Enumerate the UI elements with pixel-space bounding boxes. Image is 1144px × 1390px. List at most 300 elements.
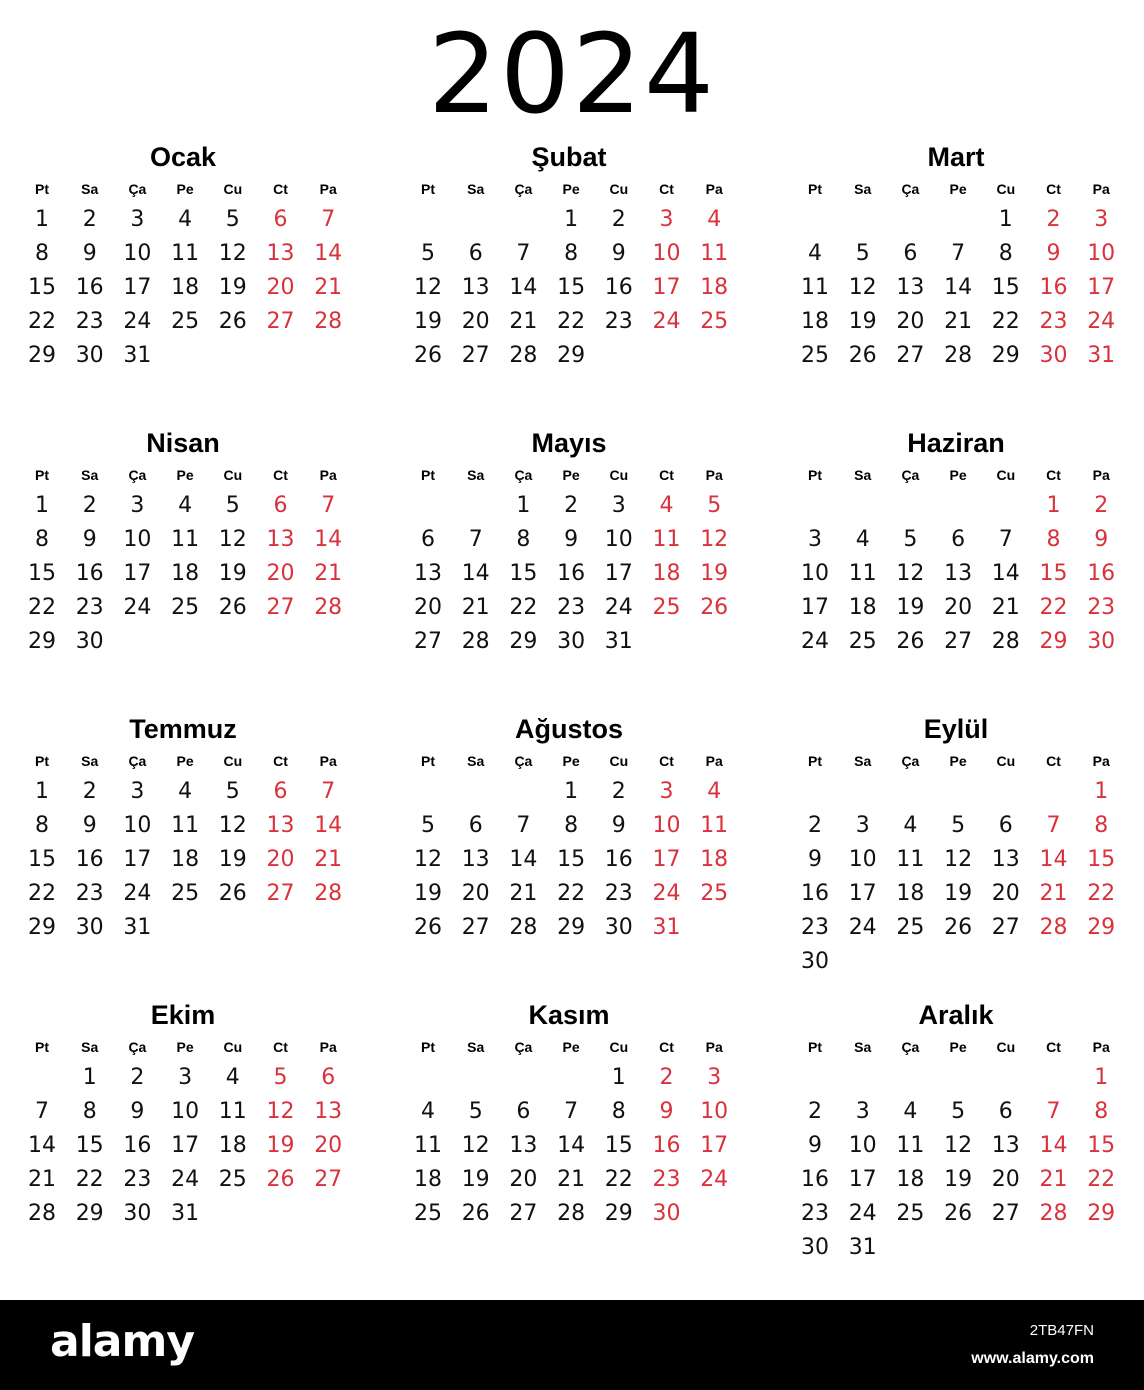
day-cell: 2: [82, 207, 97, 232]
day-cell: 26: [896, 629, 925, 654]
day-cell: 5: [225, 207, 240, 232]
day-cell: 27: [266, 595, 295, 620]
day-cell: 12: [218, 241, 247, 266]
day-cell: 27: [461, 915, 490, 940]
day-cell: 25: [700, 309, 729, 334]
weekday-header: Ça: [901, 753, 920, 769]
day-cell: 16: [75, 275, 104, 300]
day-cell: 11: [848, 561, 877, 586]
day-cell: 26: [414, 915, 442, 940]
day-cell: 3: [707, 1065, 722, 1090]
day-cell: 17: [848, 881, 877, 906]
day-cell: 1: [611, 1065, 626, 1090]
weekday-header: Pa: [319, 1039, 337, 1055]
day-cell: 1: [82, 1065, 97, 1090]
day-cell: 16: [1087, 561, 1116, 586]
day-cell: 24: [123, 881, 152, 906]
day-cell: 13: [991, 847, 1020, 872]
month-name: Eylül: [923, 714, 989, 744]
day-cell: 1: [35, 207, 49, 232]
day-cell: 18: [652, 561, 681, 586]
month-name: Mayıs: [531, 428, 607, 458]
day-cell: 13: [266, 527, 295, 552]
day-cell: 24: [1087, 309, 1116, 334]
day-cell: 25: [896, 1201, 925, 1226]
day-cell: 7: [516, 813, 531, 838]
day-cell: 31: [171, 1201, 200, 1226]
day-cell: 3: [855, 1099, 870, 1124]
day-cell: 28: [461, 629, 490, 654]
day-cell: 30: [557, 629, 586, 654]
day-cell: 20: [509, 1167, 538, 1192]
day-cell: 4: [659, 493, 674, 518]
day-cell: 14: [509, 275, 538, 300]
day-cell: 20: [266, 847, 295, 872]
weekday-header: Pa: [705, 753, 723, 769]
day-cell: 25: [896, 915, 925, 940]
weekday-header: Cu: [609, 1039, 629, 1055]
day-cell: 11: [896, 1133, 925, 1158]
day-cell: 22: [28, 595, 56, 620]
day-cell: 6: [421, 527, 435, 552]
day-cell: 22: [1039, 595, 1068, 620]
day-cell: 7: [951, 241, 966, 266]
day-cell: 18: [801, 309, 829, 334]
day-cell: 24: [652, 309, 681, 334]
day-cell: 16: [604, 847, 633, 872]
day-cell: 18: [896, 881, 925, 906]
day-cell: 11: [414, 1133, 442, 1158]
day-cell: 3: [808, 527, 822, 552]
weekday-header: Ct: [273, 467, 288, 483]
day-cell: 18: [171, 561, 200, 586]
day-cell: 5: [468, 1099, 483, 1124]
day-cell: 19: [218, 561, 247, 586]
day-cell: 5: [855, 241, 870, 266]
weekday-header: Pt: [808, 753, 822, 769]
month-name: Mart: [927, 142, 985, 172]
day-cell: 18: [171, 275, 200, 300]
day-cell: 13: [266, 813, 295, 838]
day-cell: 29: [1039, 629, 1068, 654]
day-cell: 9: [82, 813, 97, 838]
weekday-header: Sa: [854, 181, 872, 197]
weekday-header: Pt: [35, 1039, 49, 1055]
day-cell: 4: [808, 241, 822, 266]
weekday-header: Cu: [996, 467, 1016, 483]
weekday-header: Cu: [996, 1039, 1016, 1055]
day-cell: 10: [848, 1133, 877, 1158]
day-cell: 13: [896, 275, 925, 300]
day-cell: 27: [314, 1167, 343, 1192]
day-cell: 21: [991, 595, 1020, 620]
day-cell: 12: [848, 275, 877, 300]
day-cell: 13: [509, 1133, 538, 1158]
weekday-header: Ça: [514, 1039, 533, 1055]
day-cell: 25: [171, 881, 200, 906]
day-cell: 13: [944, 561, 973, 586]
day-cell: 21: [1039, 881, 1068, 906]
day-cell: 20: [461, 881, 490, 906]
weekday-header: Pt: [421, 467, 435, 483]
day-cell: 6: [273, 207, 288, 232]
day-cell: 12: [461, 1133, 490, 1158]
day-cell: 10: [604, 527, 633, 552]
weekday-header: Pe: [949, 467, 967, 483]
day-cell: 9: [130, 1099, 145, 1124]
day-cell: 11: [700, 241, 729, 266]
day-cell: 17: [123, 275, 152, 300]
weekday-header: Ct: [273, 181, 288, 197]
day-cell: 11: [896, 847, 925, 872]
day-cell: 2: [82, 779, 97, 804]
day-cell: 8: [998, 241, 1013, 266]
day-cell: 10: [652, 813, 681, 838]
weekday-header: Pe: [176, 181, 194, 197]
day-cell: 21: [509, 309, 538, 334]
day-cell: 9: [82, 527, 97, 552]
day-cell: 29: [1087, 1201, 1116, 1226]
month-name: Ağustos: [515, 714, 623, 744]
weekday-header: Ct: [659, 467, 674, 483]
day-cell: 21: [1039, 1167, 1068, 1192]
day-cell: 7: [516, 241, 531, 266]
day-cell: 8: [564, 241, 579, 266]
weekday-header: Pe: [949, 181, 967, 197]
day-cell: 19: [266, 1133, 295, 1158]
day-cell: 13: [314, 1099, 343, 1124]
day-cell: 22: [557, 881, 586, 906]
day-cell: 12: [218, 813, 247, 838]
day-cell: 26: [848, 343, 877, 368]
day-cell: 16: [75, 847, 104, 872]
day-cell: 1: [35, 779, 49, 804]
day-cell: 7: [564, 1099, 579, 1124]
day-cell: 31: [123, 343, 152, 368]
weekday-header: Pe: [562, 467, 580, 483]
day-cell: 9: [611, 241, 626, 266]
day-cell: 2: [564, 493, 579, 518]
day-cell: 24: [604, 595, 633, 620]
weekday-header: Pt: [35, 467, 49, 483]
stock-footer: [0, 1300, 1144, 1390]
day-cell: 12: [414, 275, 442, 300]
day-cell: 30: [75, 343, 104, 368]
day-cell: 19: [700, 561, 729, 586]
day-cell: 7: [998, 527, 1013, 552]
day-cell: 20: [266, 275, 295, 300]
day-cell: 23: [557, 595, 586, 620]
day-cell: 19: [896, 595, 925, 620]
day-cell: 19: [218, 847, 247, 872]
weekday-header: Sa: [467, 1039, 485, 1055]
day-cell: 3: [855, 813, 870, 838]
calendar-year: 2024: [428, 10, 716, 138]
day-cell: 5: [951, 1099, 966, 1124]
month-name: Şubat: [531, 142, 607, 172]
day-cell: 8: [35, 527, 49, 552]
weekday-header: Ça: [514, 753, 533, 769]
day-cell: 30: [604, 915, 633, 940]
day-cell: 23: [75, 309, 104, 334]
day-cell: 23: [652, 1167, 681, 1192]
day-cell: 21: [509, 881, 538, 906]
day-cell: 18: [896, 1167, 925, 1192]
weekday-header: Ct: [659, 1039, 674, 1055]
day-cell: 8: [564, 813, 579, 838]
day-cell: 3: [130, 207, 145, 232]
day-cell: 1: [516, 493, 531, 518]
day-cell: 30: [801, 949, 829, 974]
day-cell: 15: [28, 275, 56, 300]
day-cell: 20: [266, 561, 295, 586]
day-cell: 28: [944, 343, 973, 368]
day-cell: 6: [468, 241, 483, 266]
day-cell: 26: [944, 1201, 973, 1226]
day-cell: 19: [944, 1167, 973, 1192]
brand-logo: alamy: [50, 1316, 194, 1367]
weekday-header: Ça: [128, 467, 147, 483]
weekday-header: Cu: [609, 467, 629, 483]
weekday-header: Pe: [562, 181, 580, 197]
day-cell: 1: [564, 779, 579, 804]
weekday-header: Sa: [467, 181, 485, 197]
weekday-header: Pa: [319, 181, 337, 197]
day-cell: 20: [461, 309, 490, 334]
day-cell: 5: [421, 813, 435, 838]
day-cell: 5: [903, 527, 918, 552]
weekday-header: Cu: [609, 753, 629, 769]
day-cell: 15: [28, 561, 56, 586]
site-url: www.alamy.com: [971, 1350, 1094, 1367]
day-cell: 20: [414, 595, 442, 620]
day-cell: 8: [1094, 813, 1109, 838]
day-cell: 3: [178, 1065, 193, 1090]
day-cell: 11: [218, 1099, 247, 1124]
day-cell: 26: [266, 1167, 295, 1192]
day-cell: 27: [896, 343, 925, 368]
day-cell: 12: [218, 527, 247, 552]
day-cell: 18: [700, 847, 729, 872]
day-cell: 4: [707, 779, 722, 804]
day-cell: 30: [75, 915, 104, 940]
weekday-header: Sa: [854, 467, 872, 483]
day-cell: 16: [801, 1167, 829, 1192]
day-cell: 23: [75, 595, 104, 620]
weekday-header: Cu: [223, 753, 243, 769]
day-cell: 23: [801, 915, 829, 940]
day-cell: 25: [652, 595, 681, 620]
day-cell: 2: [611, 779, 626, 804]
day-cell: 21: [28, 1167, 56, 1192]
day-cell: 19: [848, 309, 877, 334]
day-cell: 4: [225, 1065, 240, 1090]
day-cell: 22: [557, 309, 586, 334]
day-cell: 26: [218, 881, 247, 906]
day-cell: 22: [28, 309, 56, 334]
day-cell: 9: [611, 813, 626, 838]
day-cell: 5: [421, 241, 435, 266]
day-cell: 17: [652, 847, 681, 872]
day-cell: 1: [1094, 779, 1109, 804]
day-cell: 22: [1087, 1167, 1116, 1192]
weekday-header: Pe: [176, 467, 194, 483]
day-cell: 30: [75, 629, 104, 654]
day-cell: 22: [1087, 881, 1116, 906]
day-cell: 4: [178, 493, 193, 518]
day-cell: 10: [652, 241, 681, 266]
day-cell: 8: [516, 527, 531, 552]
day-cell: 2: [1046, 207, 1061, 232]
weekday-header: Pe: [949, 1039, 967, 1055]
day-cell: 19: [461, 1167, 490, 1192]
day-cell: 17: [171, 1133, 200, 1158]
weekday-header: Ct: [659, 181, 674, 197]
day-cell: 4: [903, 813, 918, 838]
day-cell: 13: [414, 561, 442, 586]
day-cell: 23: [604, 881, 633, 906]
day-cell: 15: [557, 847, 586, 872]
day-cell: 22: [991, 309, 1020, 334]
day-cell: 7: [1046, 1099, 1061, 1124]
day-cell: 13: [266, 241, 295, 266]
weekday-header: Pe: [562, 1039, 580, 1055]
day-cell: 16: [75, 561, 104, 586]
day-cell: 24: [700, 1167, 729, 1192]
weekday-header: Sa: [81, 181, 99, 197]
day-cell: 29: [991, 343, 1020, 368]
day-cell: 14: [461, 561, 490, 586]
day-cell: 16: [801, 881, 829, 906]
day-cell: 1: [1046, 493, 1061, 518]
day-cell: 1: [35, 493, 49, 518]
day-cell: 31: [123, 915, 152, 940]
day-cell: 5: [273, 1065, 288, 1090]
month-name: Kasım: [528, 1000, 610, 1030]
day-cell: 28: [314, 309, 343, 334]
day-cell: 31: [1087, 343, 1116, 368]
day-cell: 15: [604, 1133, 633, 1158]
weekday-header: Cu: [223, 181, 243, 197]
day-cell: 12: [700, 527, 729, 552]
day-cell: 14: [509, 847, 538, 872]
day-cell: 7: [1046, 813, 1061, 838]
day-cell: 15: [1087, 847, 1116, 872]
day-cell: 28: [1039, 915, 1068, 940]
day-cell: 20: [991, 881, 1020, 906]
day-cell: 3: [1094, 207, 1109, 232]
day-cell: 22: [604, 1167, 633, 1192]
weekday-header: Ça: [901, 467, 920, 483]
day-cell: 3: [659, 779, 674, 804]
day-cell: 14: [991, 561, 1020, 586]
day-cell: 10: [848, 847, 877, 872]
day-cell: 29: [28, 343, 56, 368]
day-cell: 19: [414, 881, 442, 906]
day-cell: 30: [1039, 343, 1068, 368]
day-cell: 20: [314, 1133, 343, 1158]
weekday-header: Sa: [467, 467, 485, 483]
day-cell: 9: [564, 527, 579, 552]
month-name: Ocak: [149, 142, 217, 172]
day-cell: 6: [998, 1099, 1013, 1124]
day-cell: 19: [944, 881, 973, 906]
weekday-header: Ça: [901, 1039, 920, 1055]
day-cell: 29: [1087, 915, 1116, 940]
day-cell: 8: [1094, 1099, 1109, 1124]
day-cell: 4: [178, 779, 193, 804]
day-cell: 25: [848, 629, 877, 654]
day-cell: 2: [1094, 493, 1109, 518]
day-cell: 20: [991, 1167, 1020, 1192]
day-cell: 24: [123, 595, 152, 620]
day-cell: 23: [123, 1167, 152, 1192]
weekday-header: Cu: [609, 181, 629, 197]
day-cell: 14: [314, 813, 343, 838]
day-cell: 15: [557, 275, 586, 300]
day-cell: 8: [82, 1099, 97, 1124]
day-cell: 19: [414, 309, 442, 334]
day-cell: 29: [557, 343, 586, 368]
month-name: Aralık: [918, 1000, 994, 1030]
day-cell: 10: [123, 527, 152, 552]
month-name: Haziran: [907, 428, 1005, 458]
weekday-header: Ça: [128, 1039, 147, 1055]
day-cell: 24: [848, 1201, 877, 1226]
day-cell: 16: [557, 561, 586, 586]
day-cell: 23: [604, 309, 633, 334]
day-cell: 25: [218, 1167, 247, 1192]
weekday-header: Pt: [35, 753, 49, 769]
day-cell: 4: [855, 527, 870, 552]
day-cell: 10: [801, 561, 829, 586]
weekday-header: Pt: [421, 753, 435, 769]
day-cell: 25: [700, 881, 729, 906]
day-cell: 3: [130, 493, 145, 518]
weekday-header: Pt: [808, 1039, 822, 1055]
day-cell: 21: [944, 309, 973, 334]
day-cell: 22: [75, 1167, 104, 1192]
day-cell: 5: [707, 493, 722, 518]
day-cell: 7: [321, 779, 336, 804]
day-cell: 31: [848, 1235, 877, 1260]
day-cell: 8: [611, 1099, 626, 1124]
day-cell: 6: [321, 1065, 336, 1090]
weekday-header: Pa: [1092, 753, 1110, 769]
day-cell: 6: [903, 241, 918, 266]
day-cell: 28: [1039, 1201, 1068, 1226]
day-cell: 6: [516, 1099, 531, 1124]
day-cell: 18: [848, 595, 877, 620]
day-cell: 17: [700, 1133, 729, 1158]
day-cell: 23: [801, 1201, 829, 1226]
weekday-header: Pe: [176, 1039, 194, 1055]
day-cell: 18: [700, 275, 729, 300]
weekday-header: Ça: [901, 181, 920, 197]
day-cell: 5: [951, 813, 966, 838]
weekday-header: Pa: [705, 467, 723, 483]
day-cell: 28: [28, 1201, 56, 1226]
day-cell: 17: [652, 275, 681, 300]
day-cell: 11: [171, 813, 200, 838]
day-cell: 14: [314, 241, 343, 266]
day-cell: 9: [659, 1099, 674, 1124]
day-cell: 21: [314, 561, 343, 586]
day-cell: 2: [808, 1099, 822, 1124]
day-cell: 24: [171, 1167, 200, 1192]
day-cell: 14: [1039, 847, 1068, 872]
day-cell: 24: [848, 915, 877, 940]
